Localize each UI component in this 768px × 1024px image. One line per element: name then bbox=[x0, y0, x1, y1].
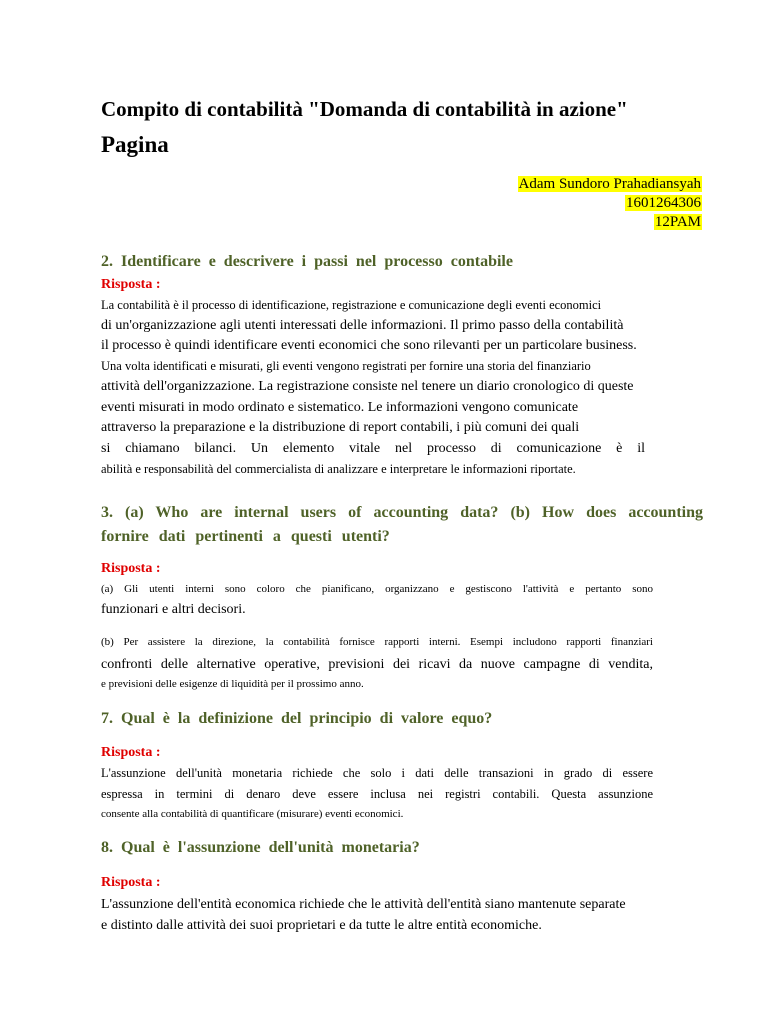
question-8: 8. Qual è l'assunzione dell'unità monetaria? bbox=[101, 839, 420, 856]
answer-2-line-7: attraverso la preparazione e la distribuzione di report contabili, i più comuni dei quali bbox=[101, 420, 580, 435]
answer-7-line-1: L'assunzione dell'unità monetaria richiede che solo i dati delle transazioni in grado di essere bbox=[101, 766, 653, 780]
question-7: 7. Qual è la definizione del principio di valore equo? bbox=[101, 710, 493, 727]
answer-2-line-1: La contabilità è il processo di identificazione, registrazione e comunicazione degli eventi economici bbox=[101, 298, 602, 312]
answer-2-line-9: abilità e responsabilità del commercialista di analizzare e interpretare le informazioni riportate. bbox=[101, 462, 576, 476]
answer-label-2: Risposta : bbox=[101, 277, 161, 292]
answer-3-line-4: confronti delle alternative operative, previsioni dei ricavi da nuove campagne di vendita, bbox=[101, 657, 653, 672]
answer-7-line-2: espressa in termini di denaro deve essere inclusa nei registri contabili. Questa assunzione bbox=[101, 787, 653, 801]
title-line-2: Pagina bbox=[101, 132, 169, 157]
answer-7-line-3: consente alla contabilità di quantificare (misurare) eventi economici. bbox=[101, 808, 404, 820]
answer-3-line-2: funzionari e altri decisori. bbox=[101, 602, 246, 617]
answer-label-8: Risposta : bbox=[101, 875, 161, 890]
answer-2-line-8: si chiamano bilanci. Un elemento vitale nel processo di comunicazione è il bbox=[101, 441, 645, 456]
answer-8-line-2: e distinto dalle attività dei suoi proprietari e da tutte le altre entità economiche. bbox=[101, 918, 542, 933]
answer-3-line-3: (b) Per assistere la direzione, la contabilità fornisce rapporti interni. Esempi includono rapporti finanziari bbox=[101, 636, 653, 648]
title-line-1: Compito di contabilità "Domanda di contabilità in azione" bbox=[101, 97, 628, 121]
author-id: 1601264306 bbox=[626, 195, 701, 211]
question-2: 2. Identificare e descrivere i passi nel processo contabile bbox=[101, 253, 513, 270]
document-title bbox=[101, 94, 721, 160]
author-block bbox=[518, 175, 702, 232]
answer-8-line-1: L'assunzione dell'entità economica richiede che le attività dell'entità siano mantenute separate bbox=[101, 897, 626, 912]
answer-3-line-1: (a) Gli utenti interni sono coloro che pianificano, organizzano e gestiscono l'attività e pertanto sono bbox=[101, 583, 653, 595]
answer-2-line-6: eventi misurati in modo ordinato e sistematico. Le informazioni vengono comunicate bbox=[101, 400, 579, 415]
author-class: 12PAM bbox=[654, 214, 701, 230]
answer-3-line-5: e previsioni delle esigenze di liquidità per il prossimo anno. bbox=[101, 678, 364, 690]
answer-2-line-3: il processo è quindi identificare eventi economici che sono rilevanti per un particolare business. bbox=[101, 338, 637, 353]
answer-2-line-4: Una volta identificati e misurati, gli eventi vengono registrati per fornire una storia del finanziario bbox=[101, 359, 591, 373]
author-name: Adam Sundoro Prahadiansyah bbox=[518, 176, 701, 192]
answer-label-3: Risposta : bbox=[101, 561, 161, 576]
answer-2-line-2: di un'organizzazione agli utenti interessati delle informazioni. Il primo passo della contabilità bbox=[101, 318, 624, 333]
answer-label-7: Risposta : bbox=[101, 745, 161, 760]
answer-2-line-5: attività dell'organizzazione. La registrazione consiste nel tenere un diario cronologico di queste bbox=[101, 379, 634, 394]
question-3: 3. (a) Who are internal users of accounting data? (b) How does accounting fornire dati pertinenti a questi utenti? bbox=[101, 504, 703, 545]
